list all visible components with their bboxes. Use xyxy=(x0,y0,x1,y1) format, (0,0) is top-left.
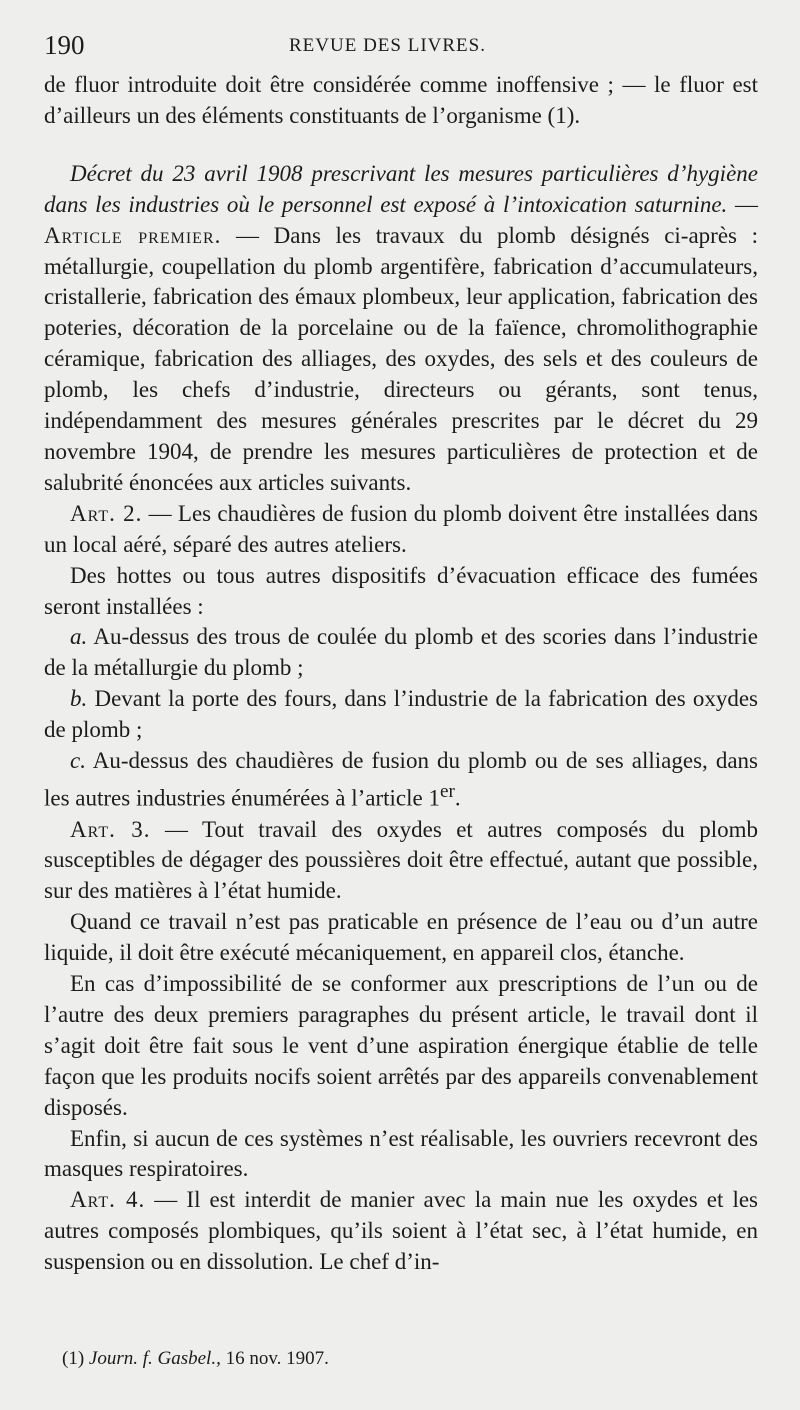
article-ref: 1 xyxy=(428,785,440,811)
paragraph: Des hottes ou tous autres dispositifs d’évacuation efficace des fumées seront installées : xyxy=(44,562,758,619)
list-label: c. xyxy=(70,748,86,774)
footnote-journal: Journ. f. Gasbel., xyxy=(88,1348,221,1369)
article-2-paragraph: Art. 2. — Les chaudières de fusion du plomb doivent être installées dans un local aéré, séparé des autres ateliers. xyxy=(44,500,758,557)
article-label: Article premier. xyxy=(44,222,222,248)
list-text: Au-dessus des chaudières de fusion du plomb ou de ses alliages, dans les autres industries énumérées à l’article xyxy=(44,748,758,811)
article-3-paragraph: Art. 3. — Tout travail des oxydes et autres composés du plomb susceptibles de dégager des poussières doit être effectué, autant que possible, sur des matières à l’état humide. xyxy=(44,816,758,904)
page-number: 190 xyxy=(44,30,85,60)
running-title: REVUE DES LIVRES. xyxy=(289,35,486,56)
list-label: b. xyxy=(70,686,88,712)
footnote-number: (1) xyxy=(62,1348,85,1369)
decree-title: Décret du 23 avril 1908 prescrivant les mesures particulières d’hygiène dans les industries où le personnel est exposé à l’intoxication saturnine. xyxy=(44,160,758,217)
footnote-date: 16 nov. 1907. xyxy=(225,1348,329,1369)
article-ref-sup: er xyxy=(439,780,455,802)
list-text: Devant la porte des fours, dans l’industrie de la fabrication des oxydes de plomb ; xyxy=(44,686,759,743)
list-text: Au-dessus des trous de coulée du plomb et des scories dans l’industrie de la métallurgie du plomb ; xyxy=(44,624,758,681)
footnote xyxy=(62,1346,742,1372)
article-text: Les chaudières de fusion du plomb doivent être installées dans un local aéré, séparé des autres ateliers. xyxy=(44,500,758,557)
article-text: Tout travail des oxydes et autres composés du plomb susceptibles de dégager des poussières doit être effectué, autant que possible, sur des matières à l’état humide. xyxy=(44,816,758,904)
article-label: Art. 2. xyxy=(70,500,143,526)
paragraph: Enfin, si aucun de ces systèmes n’est réalisable, les ouvriers recevront des masques respiratoires. xyxy=(44,1125,758,1182)
paragraph-continuation: de fluor introduite doit être considérée comme inoffensive ; — le fluor est d’ailleurs un des éléments constituants de l’organisme (1). xyxy=(44,72,758,128)
article-4-paragraph: Art. 4. — Il est interdit de manier avec la main nue les oxydes et les autres composés plombiques, qu’ils soient à l’état sec, à l’état humide, en suspension ou en dissolution. Le chef d’in- xyxy=(44,1187,758,1275)
article-text: Il est interdit de manier avec la main nue les oxydes et les autres composés plombiques, qu’ils soient à l’état sec, à l’état humide, en suspension ou en dissolution. Le chef d’in- xyxy=(44,1187,758,1275)
article-label: Art. 3. xyxy=(70,816,151,842)
paragraph: En cas d’impossibilité de se conformer aux prescriptions de l’un ou de l’autre des deux premiers paragraphes du présent article, le travail dont il s’agit doit être fait sous le vent d’une aspiration énergique établie de telle façon que les produits nocifs soient arrêtés par des appareils convenablement disposés. xyxy=(44,971,758,1120)
page-header xyxy=(44,30,756,64)
page-body xyxy=(44,70,758,1278)
list-item-a xyxy=(44,622,758,684)
list-item-c xyxy=(44,746,758,814)
sentence-end: . xyxy=(454,785,461,811)
list-item-b xyxy=(44,684,758,746)
article-text: Dans les travaux du plomb désignés ci-après : métallurgie, coupellation du plomb argentifère, fabrication d’accumulateurs, cristallerie, fabrication des émaux plombeux, leur application, fabrication des poteries, décoration de la porcelaine ou de la faïence, chromolithographie céramique, fabrication des alliages, des oxydes, des sels et des couleurs de plomb, les chefs d’industrie, directeurs ou gérants, sont tenus, indépendamment des mesures générales prescrites par le décret du 29 novembre 1904, de prendre les mesures particulières de protection et de salubrité énoncées aux articles suivants. xyxy=(44,222,758,495)
article-label: Art. 4. xyxy=(70,1187,146,1213)
paragraph: Quand ce travail n’est pas praticable en présence de l’eau ou d’un autre liquide, il doit être exécuté mécaniquement, en appareil clos, étanche. xyxy=(44,909,758,966)
list-label: a. xyxy=(70,624,88,650)
decree-paragraph: Décret du 23 avril 1908 prescrivant les mesures particulières d’hygiène dans les industries où le personnel est exposé à l’intoxication saturnine. — Article premier. — Dans les travaux du plomb désignés ci-après : métallurgie, coupellation du plomb argentifère, fabrication d’accumulateurs, cristallerie, fabrication des émaux plombeux, leur application, fabrication des poteries, décoration de la porcelaine ou de la faïence, chromolithographie céramique, fabrication des alliages, des oxydes, des sels et des couleurs de plomb, les chefs d’industrie, directeurs ou gérants, sont tenus, indépendamment des mesures générales prescrites par le décret du 29 novembre 1904, de prendre les mesures particulières de protection et de salubrité énoncées aux articles suivants. xyxy=(44,160,758,495)
